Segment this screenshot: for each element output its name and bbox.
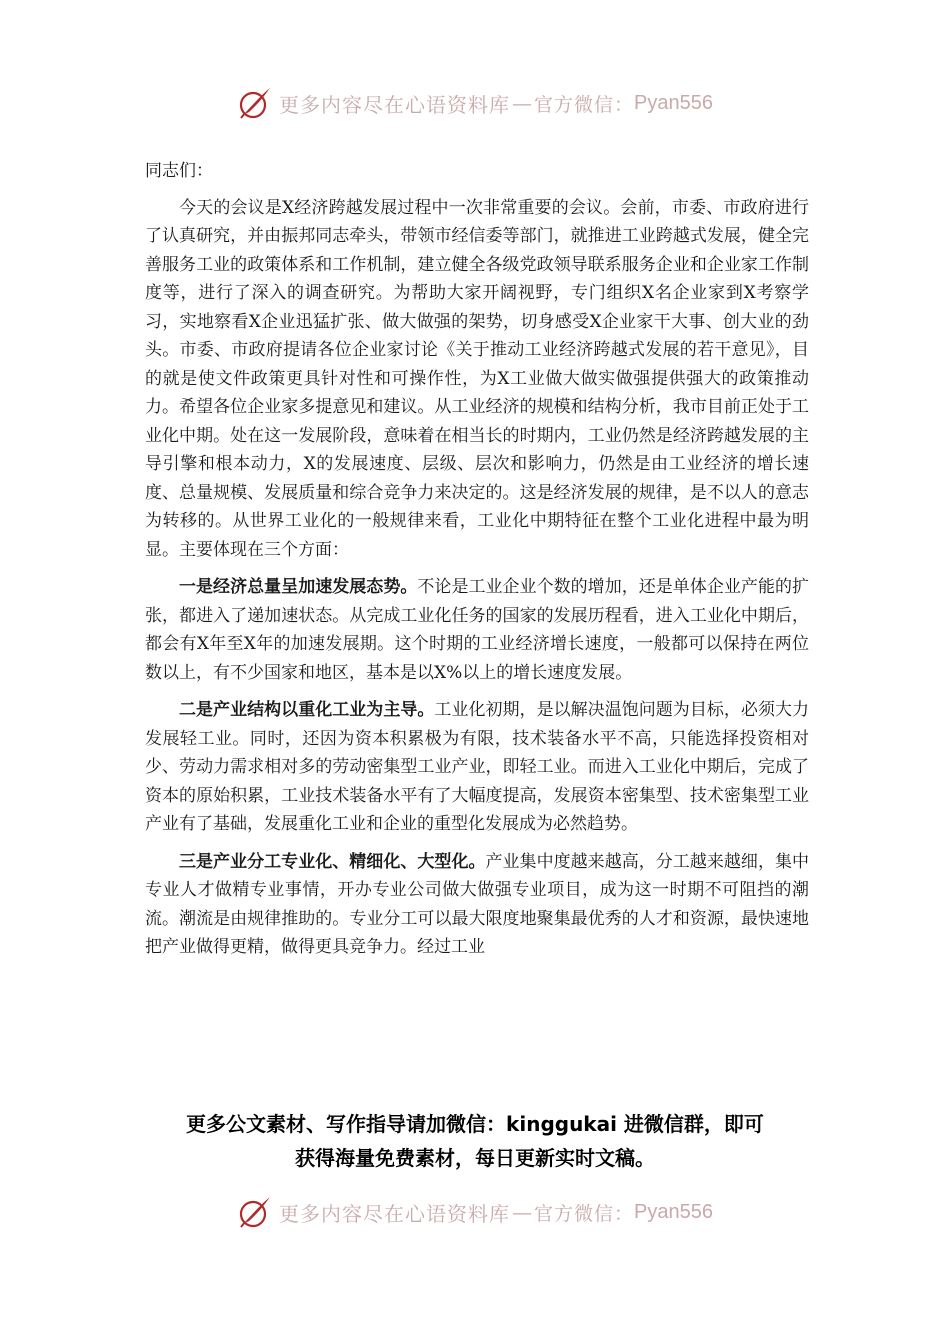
- paragraph-point-two: [145, 696, 809, 839]
- paragraph-point-one: [145, 573, 809, 687]
- paragraph-point-three: [145, 848, 809, 962]
- document-body: [145, 157, 809, 971]
- footer-promo-note: [0, 1107, 950, 1175]
- salutation: 同志们：: [145, 161, 213, 181]
- banner-title: 更多内容尽在心语资料库: [279, 92, 510, 117]
- header-banner: [0, 78, 950, 128]
- paragraph-text: 工业化初期，是以解决温饱问题为目标，必须大力发展轻工业。同时，还因为资本积累极为有限，技术装备水平不高，只能选择投资相对少、劳动力需求相对多的劳动密集型工业产业，即轻工业。而进入工业化中期后，完成了资本的原始积累，工业技术装备水平有了大幅度提高，发展资本密集型、技术密集型工业产业有了基础，发展重化工业和企业的重型化发展成为必然趋势。: [145, 700, 810, 834]
- banner-separator: —: [512, 1200, 532, 1224]
- banner-separator: —: [512, 91, 532, 115]
- banner-wechat-handle: Pyan556: [634, 91, 713, 114]
- paragraph-lead: 一是经济总量呈加速发展态势。: [179, 577, 418, 597]
- paragraph-intro: [145, 194, 809, 565]
- paragraph-lead: 二是产业结构以重化工业为主导。: [179, 700, 435, 720]
- footer-note-line-2: 获得海量免费素材，每日更新实时文稿。: [295, 1146, 655, 1170]
- quill-pen-logo-icon: [237, 1194, 273, 1230]
- footer-note-line-1: 更多公文素材、写作指导请加微信：kinggukai 进微信群，即可: [186, 1112, 764, 1136]
- banner-wechat-label: 官方微信：: [534, 1202, 635, 1225]
- paragraph-text: 产业集中度越来越高，分工越来越细，集中专业人才做精专业事情，开办专业公司做大做强专业项目，成为这一时期不可阻挡的潮流。潮流是由规律推助的。专业分工可以最大限度地聚集最优秀的人才和资源，最快速地把产业做得更精，做得更具竞争力。经过工业: [145, 851, 809, 957]
- quill-pen-logo-icon: [237, 85, 273, 121]
- banner-title: 更多内容尽在心语资料库: [279, 1201, 510, 1226]
- paragraph-text: 今天的会议是X经济跨越发展过程中一次非常重要的会议。会前，市委、市政府进行了认真研究，并由振邦同志牵头，带领市经信委等部门，就推进工业跨越式发展，健全完善服务工业的政策体系和工作机制，建立健全各级党政领导联系服务企业和企业家工作制度等，进行了深入的调查研究。为帮助大家开阔视野，专门组织X名企业家到X考察学习，实地察看X企业迅猛扩张、做大做强的架势，切身感受X企业家干大事、创大业的劲头。市委、市政府提请各位企业家讨论《关于推动工业经济跨越式发展的若干意见》，目的就是使文件政策更具针对性和可操作性，为X工业做大做实做强提供强大的政策推动力。希望各位企业家多提意见和建议。从工业经济的规模和结构分析，我市目前正处于工业化中期。处在这一发展阶段，意味着在相当长的时期内，工业仍然是经济跨越发展的主导引擎和根本动力，X的发展速度、层级、层次和影响力，仍然是由工业经济的增长速度、总量规模、发展质量和综合竞争力来决定的。这是经济发展的规律，是不以人的意志为转移的。从世界工业化的一般规律来看，工业化中期特征在整个工业化进程中最为明显。主要体现在三个方面：: [145, 197, 809, 560]
- banner-wechat-handle: Pyan556: [634, 1200, 713, 1223]
- banner-wechat-label: 官方微信：: [534, 93, 635, 116]
- footer-banner: [0, 1187, 950, 1237]
- paragraph-text: 不论是工业企业个数的增加，还是单体企业产能的扩张，都进入了递加速状态。从完成工业化任务的国家的发展历程看，进入工业化中期后，都会有X年至X年的加速发展期。这个时期的工业经济增长速度，一般都可以保持在两位数以上，有不少国家和地区，基本是以X%以上的增长速度发展。: [145, 577, 810, 683]
- paragraph-lead: 三是产业分工专业化、精细化、大型化。: [179, 851, 486, 872]
